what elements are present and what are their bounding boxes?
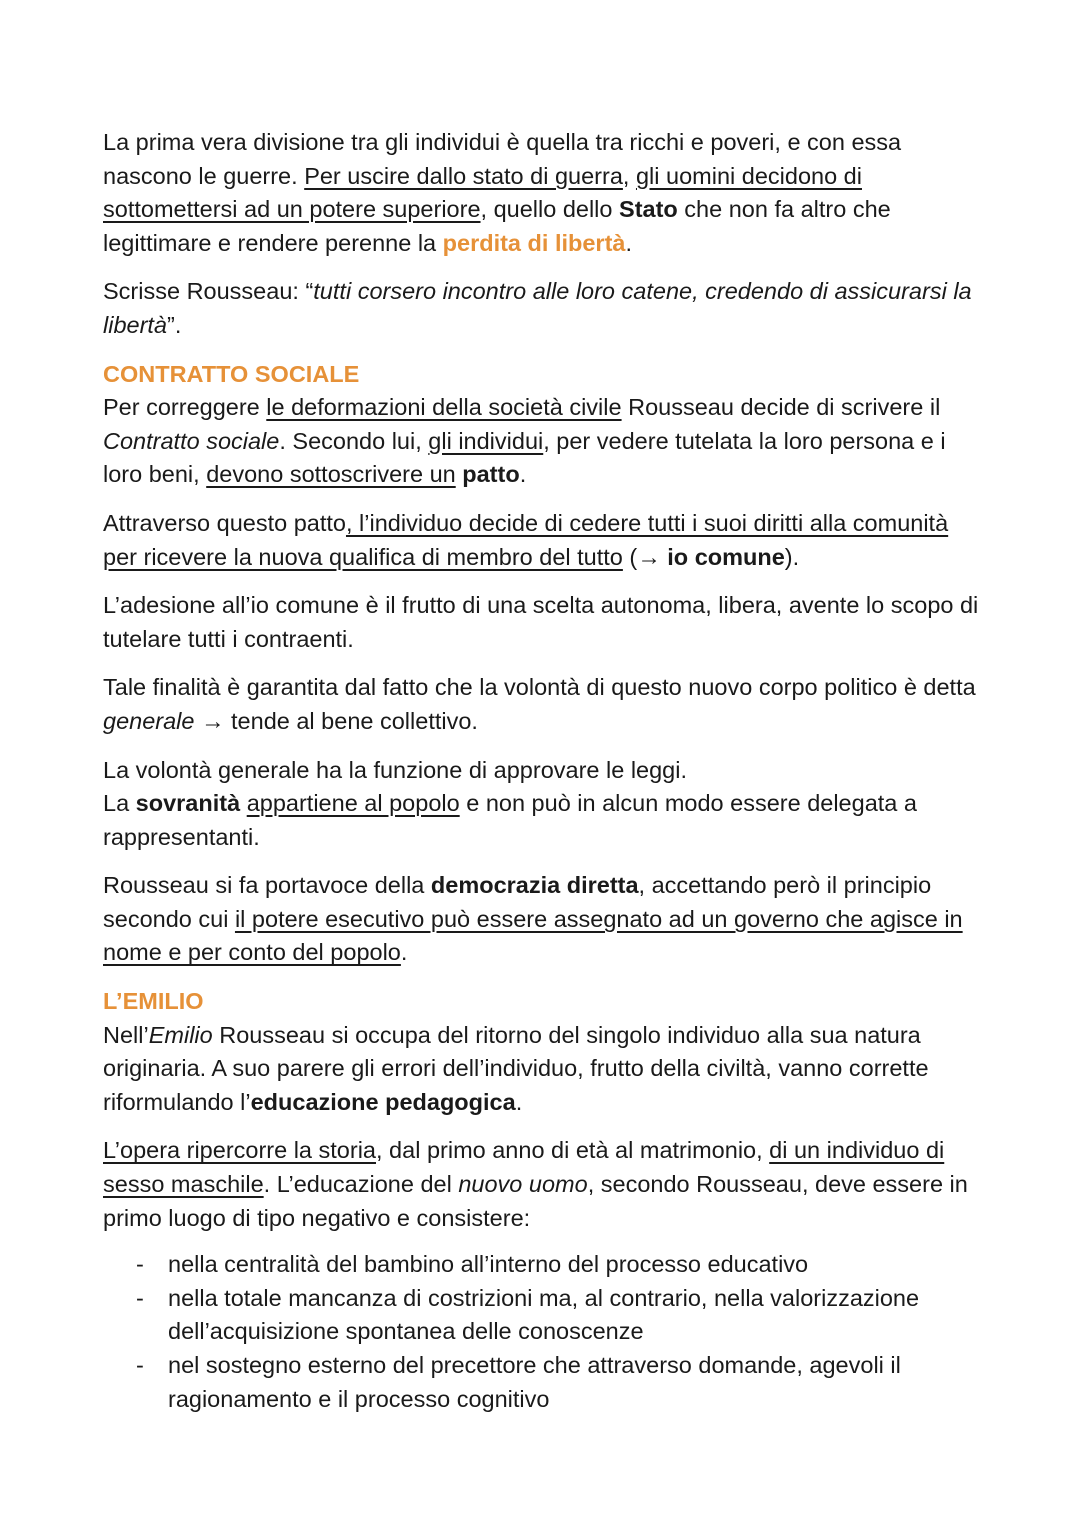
paragraph-adesione: L’adesione all’io comune è il frutto di una scelta autonoma, libera, avente lo scopo di tutelare tutti i contraenti. <box>103 592 979 652</box>
list-item: - nella centralità del bambino all’interno del processo educativo <box>168 1248 983 1282</box>
paragraph-contratto: Per correggere le deformazioni della società civile Rousseau decide di scrivere il Contratto sociale. Secondo lui, gli individui, per vedere tutelata la loro persona e i loro beni, devono sottoscrivere un patto. <box>103 394 946 488</box>
paragraph-emilio: Nell’Emilio Rousseau si occupa del ritorno del singolo individuo alla sua natura originaria. A suo parere gli errori dell’individuo, frutto della civiltà, vanno corrette riformulando l’educazione pedagogica. <box>103 1021 929 1115</box>
paragraph-quote: Scrisse Rousseau: “tutti corsero incontro alle loro catene, credendo di assicurarsi la libertà”. <box>103 278 972 338</box>
paragraph-rich-poor: La prima vera divisione tra gli individui è quella tra ricchi e poveri, e con essa nascono le guerre. Per uscire dallo stato di guerra, gli uomini decidono di sottomettersi ad un potere superiore, quello dello Stato che non fa altro che legittimare e rendere perenne la perdita di libertà. <box>103 129 902 256</box>
paragraph-finalita: Tale finalità è garantita dal fatto che la volontà di questo nuovo corpo politico è detta generale → tende al bene collettivo. <box>103 674 976 734</box>
document-page <box>103 126 983 1416</box>
paragraph-patto: Attraverso questo patto, l’individuo decide di cedere tutti i suoi diritti alla comunità per ricevere la nuova qualifica di membro del tutto (→ io comune). <box>103 509 949 570</box>
list-item: - nella totale mancanza di costrizioni ma, al contrario, nella valorizzazione dell’acquisizione spontanea delle conoscenze <box>168 1282 983 1349</box>
paragraph-democrazia: Rousseau si fa portavoce della democrazia diretta, accettando però il principio secondo cui il potere esecutivo può essere assegnato ad un governo che agisce in nome e per conto del popolo. <box>103 872 963 966</box>
heading-emilio: L’EMILIO <box>103 988 204 1015</box>
paragraph-opera: L’opera ripercorre la storia, dal primo anno di età al matrimonio, di un individuo di sesso maschile. L’educazione del nuovo uomo, secondo Rousseau, deve essere in primo luogo di tipo negativo e consistere: <box>103 1137 968 1231</box>
education-principles-list <box>103 1248 983 1416</box>
heading-contratto-sociale: CONTRATTO SOCIALE <box>103 360 360 387</box>
paragraph-volonta-generale: La volontà generale ha la funzione di approvare le leggi. La sovranità appartiene al popolo e non può in alcun modo essere delegata a rappresentanti. <box>103 756 917 850</box>
list-item: - nel sostegno esterno del precettore che attraverso domande, agevoli il ragionamento e il processo cognitivo <box>168 1349 983 1416</box>
